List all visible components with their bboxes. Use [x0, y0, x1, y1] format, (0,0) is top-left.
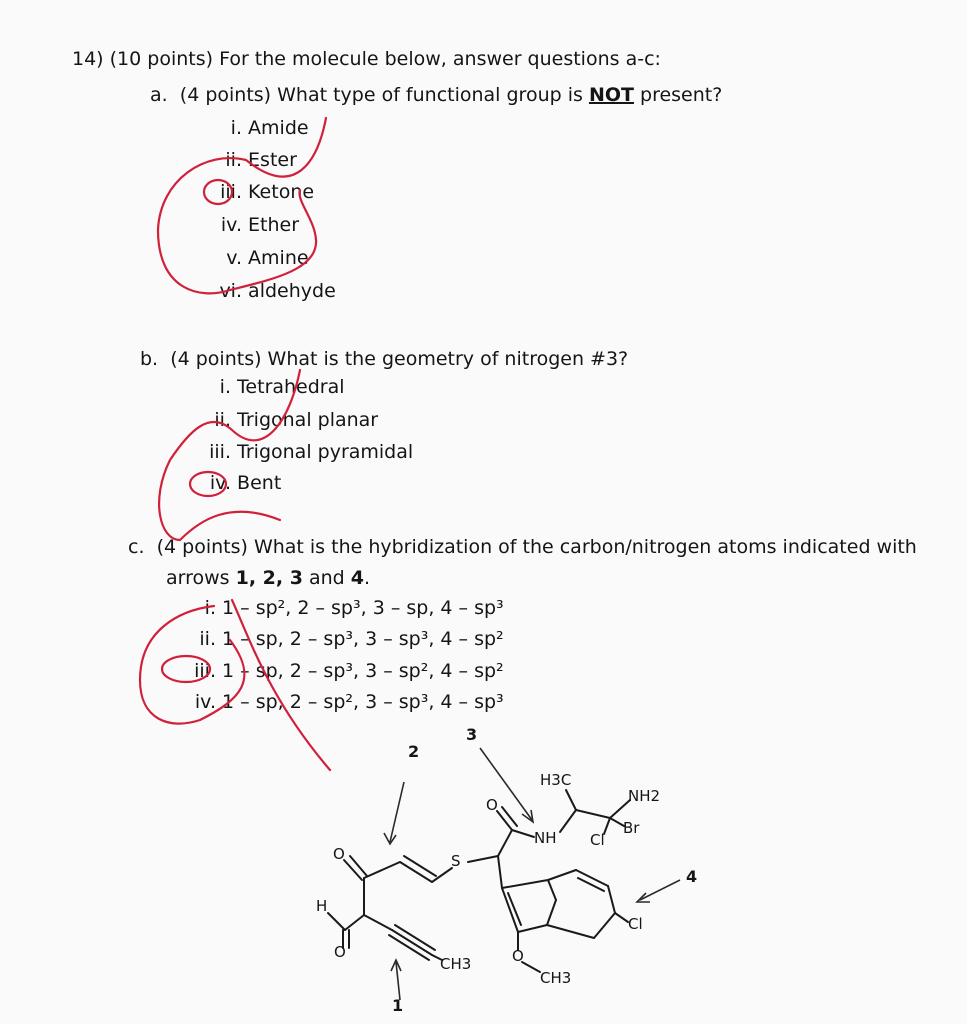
option-number: i. — [230, 117, 242, 139]
option-text: Ether — [248, 214, 300, 236]
atom-s: S — [451, 852, 461, 870]
atom-nh: NH — [534, 829, 557, 847]
option-number: vi. — [219, 280, 242, 302]
option-text: 1 – sp, 2 – sp³, 3 – sp², 4 – sp² — [222, 660, 504, 682]
option-number: iv. — [194, 691, 216, 713]
arrow-label-3: 3 — [466, 725, 478, 744]
part-c-period: . — [364, 567, 371, 589]
question-title: 14) (10 points) For the molecule below, answer questions a-c: — [72, 48, 661, 70]
atom-ch3-alkyne: CH3 — [440, 955, 472, 973]
option-number: v. — [226, 247, 242, 269]
option-text: aldehyde — [248, 280, 336, 302]
part-c-text-c: and — [302, 567, 351, 589]
part-b-prefix: b. — [140, 348, 159, 370]
atom-h-aldehyde: H — [316, 897, 328, 915]
option-text: Tetrahedral — [237, 376, 345, 398]
option-number: ii. — [214, 409, 231, 431]
part-c-arrows: 1, 2, 3 — [235, 567, 303, 589]
option-number: iii. — [209, 441, 231, 463]
atom-cl-2: Cl — [628, 915, 643, 933]
part-c-text: (4 points) What is the hybridization of the carbon/nitrogen atoms indicated with — [156, 536, 917, 558]
part-a-text: (4 points) What type of functional group is — [179, 84, 589, 106]
arrow-label-2: 2 — [408, 742, 420, 761]
atom-nh2: NH2 — [628, 787, 661, 805]
option-text: Trigonal planar — [237, 409, 379, 431]
option-text: Amide — [248, 117, 309, 139]
atom-h3c: H3C — [540, 771, 572, 789]
atom-o-amide: O — [486, 796, 498, 814]
option-number: i. — [204, 597, 216, 619]
arrow-label-4: 4 — [686, 867, 698, 886]
option-number: iii. — [220, 181, 242, 203]
option-number: iv. — [220, 214, 242, 236]
option-text: Bent — [237, 472, 282, 494]
atom-o-ketone: O — [333, 845, 345, 863]
part-c-prefix: c. — [128, 536, 145, 558]
option-number: ii. — [199, 628, 216, 650]
option-text: Amine — [248, 247, 309, 269]
option-text: 1 – sp, 2 – sp², 3 – sp³, 4 – sp³ — [222, 691, 504, 713]
atom-ch3-ether: CH3 — [540, 969, 572, 987]
atom-o-ether: O — [512, 947, 524, 965]
atom-cl-1: Cl — [590, 831, 605, 849]
arrow-label-1: 1 — [392, 996, 404, 1015]
atom-o-aldehyde: O — [334, 943, 346, 961]
part-c-arrow4: 4 — [350, 567, 365, 589]
option-number: ii. — [225, 149, 242, 171]
option-number: iv. — [209, 472, 231, 494]
option-text: Ester — [248, 149, 297, 171]
option-number: iii. — [194, 660, 216, 682]
option-number: i. — [219, 376, 231, 398]
option-text: 1 – sp, 2 – sp³, 3 – sp³, 4 – sp² — [222, 628, 504, 650]
option-text: 1 – sp², 2 – sp³, 3 – sp, 4 – sp³ — [222, 597, 504, 619]
part-b-text: (4 points) What is the geometry of nitrogen #3? — [170, 348, 629, 370]
part-a-text-end: present? — [633, 84, 723, 106]
part-c-text-a: arrows — [166, 567, 236, 589]
part-a-not: NOT — [588, 84, 634, 106]
option-text: Ketone — [248, 181, 315, 203]
atom-br: Br — [623, 819, 640, 837]
option-text: Trigonal pyramidal — [237, 441, 414, 463]
part-a-prefix: a. — [150, 84, 168, 106]
